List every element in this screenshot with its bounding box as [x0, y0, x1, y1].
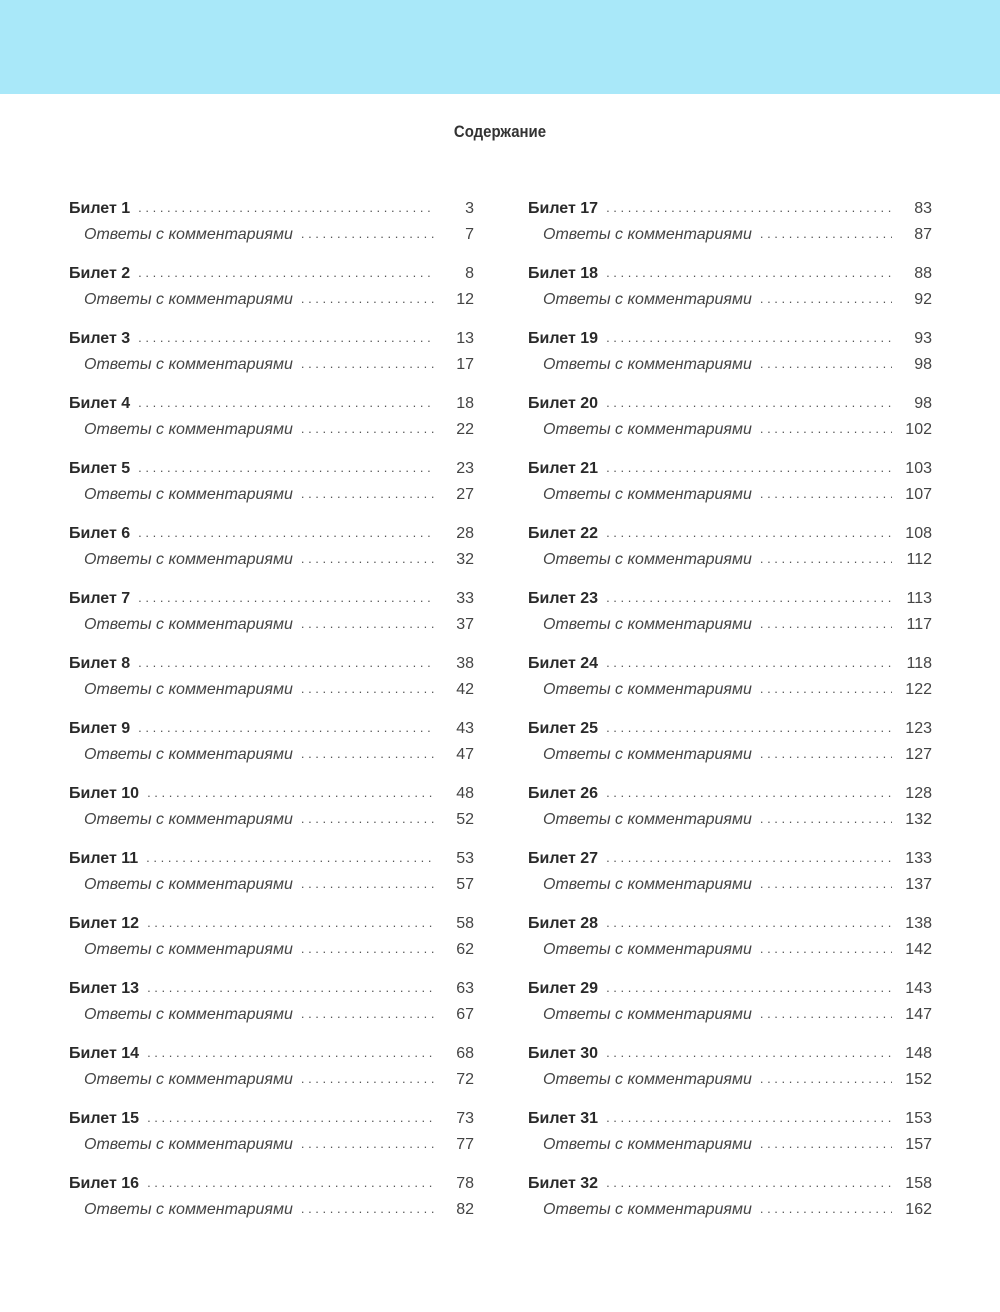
toc-ticket-row[interactable] [528, 590, 932, 616]
ticket-title: Билет 1 [69, 200, 131, 217]
ticket-title: Билет 17 [528, 200, 599, 217]
toc-answers-row[interactable] [69, 941, 474, 967]
toc-entry [528, 655, 932, 720]
ticket-title: Билет 12 [69, 915, 140, 932]
toc-ticket-row[interactable] [528, 1175, 932, 1201]
dot-leader [760, 616, 892, 631]
dot-leader [301, 616, 434, 631]
answers-title: Ответы с комментариями [543, 1070, 752, 1088]
ticket-title: Билет 14 [69, 1045, 140, 1062]
toc-ticket-row[interactable] [528, 395, 932, 421]
toc-entry [528, 395, 932, 460]
answers-title: Ответы с комментариями [543, 1135, 752, 1153]
dot-leader [606, 590, 892, 605]
dot-leader [760, 681, 892, 696]
toc-entry [528, 525, 932, 590]
ticket-page-number: 3 [465, 200, 474, 217]
toc-answers-row[interactable] [69, 1136, 474, 1162]
dot-leader [606, 1110, 892, 1125]
answers-title: Ответы с комментариями [84, 615, 293, 633]
dot-leader [138, 460, 434, 475]
answers-page-number: 17 [456, 355, 474, 373]
toc-column-left [69, 200, 474, 1240]
toc-ticket-row[interactable] [69, 460, 474, 486]
ticket-page-number: 128 [905, 785, 932, 802]
ticket-page-number: 123 [905, 720, 932, 737]
toc-entry [528, 200, 932, 265]
answers-page-number: 107 [905, 485, 932, 503]
toc-ticket-row[interactable] [69, 525, 474, 551]
toc-answers-row[interactable] [528, 811, 932, 837]
ticket-title: Билет 5 [69, 460, 131, 477]
ticket-title: Билет 7 [69, 590, 131, 607]
dot-leader [301, 1136, 434, 1151]
dot-leader [606, 200, 892, 215]
dot-leader [301, 941, 434, 956]
answers-title: Ответы с комментариями [84, 680, 293, 698]
toc-ticket-row[interactable] [528, 265, 932, 291]
ticket-page-number: 83 [914, 200, 932, 217]
ticket-title: Билет 19 [528, 330, 599, 347]
dot-leader [760, 1136, 892, 1151]
ticket-title: Билет 30 [528, 1045, 599, 1062]
toc-answers-row[interactable] [528, 1006, 932, 1032]
answers-title: Ответы с комментариями [84, 225, 293, 243]
dot-leader [301, 551, 434, 566]
ticket-page-number: 63 [456, 980, 474, 997]
toc-answers-row[interactable] [528, 551, 932, 577]
ticket-title: Билет 9 [69, 720, 131, 737]
page-title: Содержание [453, 122, 547, 141]
dot-leader [301, 226, 434, 241]
toc-answers-row[interactable] [528, 356, 932, 382]
dot-leader [760, 551, 892, 566]
answers-page-number: 7 [465, 225, 474, 243]
dot-leader [138, 720, 434, 735]
toc-entry [528, 1045, 932, 1110]
toc-ticket-row[interactable] [69, 200, 474, 226]
answers-page-number: 72 [456, 1070, 474, 1088]
toc-entry [528, 460, 932, 525]
ticket-title: Билет 21 [528, 460, 599, 477]
dot-leader [138, 590, 434, 605]
answers-page-number: 98 [914, 355, 932, 373]
dot-leader [301, 421, 434, 436]
dot-leader [606, 785, 892, 800]
header-band [0, 0, 1000, 94]
toc-answers-row[interactable] [528, 291, 932, 317]
toc-entry [528, 1175, 932, 1240]
toc-entry [528, 590, 932, 655]
toc-entry [69, 265, 474, 330]
toc-answers-row[interactable] [69, 876, 474, 902]
ticket-title: Билет 18 [528, 265, 599, 282]
toc-ticket-row[interactable] [528, 1110, 932, 1136]
ticket-page-number: 33 [456, 590, 474, 607]
ticket-title: Билет 22 [528, 525, 599, 542]
dot-leader [606, 265, 892, 280]
toc-ticket-row[interactable] [528, 850, 932, 876]
answers-page-number: 62 [456, 940, 474, 958]
answers-page-number: 102 [905, 420, 932, 438]
ticket-title: Билет 13 [69, 980, 140, 997]
toc-entry [69, 395, 474, 460]
toc-ticket-row[interactable] [69, 395, 474, 421]
ticket-page-number: 68 [456, 1045, 474, 1062]
dot-leader [301, 811, 434, 826]
toc-answers-row[interactable] [528, 681, 932, 707]
answers-title: Ответы с комментариями [84, 1200, 293, 1218]
dot-leader [147, 785, 434, 800]
dot-leader [301, 486, 434, 501]
ticket-page-number: 118 [906, 655, 932, 672]
dot-leader [760, 1071, 892, 1086]
dot-leader [606, 850, 892, 865]
toc-ticket-row[interactable] [528, 980, 932, 1006]
toc-answers-row[interactable] [69, 356, 474, 382]
answers-title: Ответы с комментариями [84, 875, 293, 893]
answers-title: Ответы с комментариями [543, 290, 752, 308]
dot-leader [301, 356, 434, 371]
ticket-page-number: 103 [905, 460, 932, 477]
dot-leader [606, 330, 892, 345]
ticket-page-number: 98 [914, 395, 932, 412]
toc-ticket-row[interactable] [528, 460, 932, 486]
ticket-page-number: 48 [456, 785, 474, 802]
ticket-page-number: 73 [456, 1110, 474, 1127]
answers-title: Ответы с комментариями [543, 1005, 752, 1023]
ticket-title: Билет 23 [528, 590, 599, 607]
answers-title: Ответы с комментариями [84, 420, 293, 438]
ticket-page-number: 158 [905, 1175, 932, 1192]
toc-answers-row[interactable] [528, 486, 932, 512]
ticket-title: Билет 3 [69, 330, 131, 347]
ticket-page-number: 18 [456, 395, 474, 412]
dot-leader [301, 1006, 434, 1021]
toc-answers-row[interactable] [528, 1136, 932, 1162]
ticket-title: Билет 32 [528, 1175, 599, 1192]
toc-answers-row[interactable] [69, 746, 474, 772]
dot-leader [606, 525, 892, 540]
ticket-title: Билет 28 [528, 915, 599, 932]
toc-answers-row[interactable] [528, 876, 932, 902]
answers-title: Ответы с комментариями [543, 485, 752, 503]
dot-leader [301, 1071, 434, 1086]
toc-ticket-row[interactable] [69, 980, 474, 1006]
dot-leader [146, 850, 434, 865]
dot-leader [147, 1045, 434, 1060]
ticket-title: Билет 31 [528, 1110, 599, 1127]
answers-title: Ответы с комментариями [543, 355, 752, 373]
answers-title: Ответы с комментариями [543, 680, 752, 698]
answers-title: Ответы с комментариями [84, 940, 293, 958]
dot-leader [301, 746, 434, 761]
ticket-title: Билет 2 [69, 265, 131, 282]
dot-leader [760, 876, 892, 891]
toc-entry [69, 330, 474, 395]
dot-leader [760, 811, 892, 826]
ticket-page-number: 58 [456, 915, 474, 932]
toc-ticket-row[interactable] [69, 330, 474, 356]
ticket-page-number: 138 [905, 915, 932, 932]
toc-answers-row[interactable] [69, 616, 474, 642]
answers-title: Ответы с комментариями [543, 615, 752, 633]
answers-page-number: 42 [456, 680, 474, 698]
dot-leader [147, 980, 434, 995]
answers-page-number: 82 [456, 1200, 474, 1218]
ticket-title: Билет 26 [528, 785, 599, 802]
toc-ticket-row[interactable] [528, 1045, 932, 1071]
answers-page-number: 12 [456, 290, 474, 308]
ticket-page-number: 13 [456, 330, 474, 347]
toc-answers-row[interactable] [528, 1071, 932, 1097]
ticket-page-number: 53 [456, 850, 474, 867]
toc-entry [528, 330, 932, 395]
toc-ticket-row[interactable] [69, 1175, 474, 1201]
answers-page-number: 27 [456, 485, 474, 503]
toc-ticket-row[interactable] [69, 655, 474, 681]
ticket-page-number: 8 [465, 265, 474, 282]
dot-leader [301, 1201, 434, 1216]
answers-page-number: 127 [905, 745, 932, 763]
toc-ticket-row[interactable] [528, 200, 932, 226]
ticket-page-number: 143 [905, 980, 932, 997]
toc-ticket-row[interactable] [69, 590, 474, 616]
toc-entry [528, 785, 932, 850]
dot-leader [606, 720, 892, 735]
answers-title: Ответы с комментариями [543, 940, 752, 958]
ticket-page-number: 43 [456, 720, 474, 737]
dot-leader [301, 291, 434, 306]
dot-leader [301, 876, 434, 891]
toc-ticket-row[interactable] [528, 655, 932, 681]
answers-page-number: 132 [905, 810, 932, 828]
answers-title: Ответы с комментариями [543, 550, 752, 568]
toc-ticket-row[interactable] [69, 1045, 474, 1071]
dot-leader [760, 941, 892, 956]
dot-leader [138, 525, 434, 540]
dot-leader [606, 655, 892, 670]
answers-title: Ответы с комментариями [84, 1005, 293, 1023]
toc-entry [69, 1175, 474, 1240]
ticket-title: Билет 29 [528, 980, 599, 997]
answers-page-number: 147 [905, 1005, 932, 1023]
toc-ticket-row[interactable] [528, 785, 932, 811]
dot-leader [147, 1175, 434, 1190]
toc-entry [69, 460, 474, 525]
toc-answers-row[interactable] [69, 291, 474, 317]
toc-entry [528, 915, 932, 980]
ticket-title: Билет 4 [69, 395, 131, 412]
answers-title: Ответы с комментариями [84, 290, 293, 308]
ticket-page-number: 108 [905, 525, 932, 542]
toc-ticket-row[interactable] [528, 525, 932, 551]
dot-leader [606, 980, 892, 995]
toc-entry [69, 590, 474, 655]
ticket-page-number: 93 [914, 330, 932, 347]
toc-ticket-row[interactable] [69, 720, 474, 746]
toc-answers-row[interactable] [69, 811, 474, 837]
dot-leader [147, 1110, 434, 1125]
answers-page-number: 32 [456, 550, 474, 568]
dot-leader [138, 265, 434, 280]
ticket-title: Билет 27 [528, 850, 599, 867]
toc-answers-row[interactable] [69, 1071, 474, 1097]
toc-answers-row[interactable] [528, 746, 932, 772]
answers-page-number: 122 [905, 680, 932, 698]
dot-leader [606, 1045, 892, 1060]
toc-ticket-row[interactable] [69, 265, 474, 291]
dot-leader [760, 421, 892, 436]
toc-entry [528, 720, 932, 785]
toc-answers-row[interactable] [69, 551, 474, 577]
toc-entry [69, 785, 474, 850]
toc-ticket-row[interactable] [69, 915, 474, 941]
toc-ticket-row[interactable] [69, 785, 474, 811]
toc-answers-row[interactable] [69, 226, 474, 252]
answers-page-number: 137 [905, 875, 932, 893]
answers-page-number: 67 [456, 1005, 474, 1023]
toc-ticket-row[interactable] [528, 720, 932, 746]
ticket-page-number: 88 [914, 265, 932, 282]
dot-leader [606, 1175, 892, 1190]
ticket-page-number: 113 [906, 590, 932, 607]
answers-page-number: 142 [905, 940, 932, 958]
dot-leader [138, 330, 434, 345]
toc-answers-row[interactable] [69, 1006, 474, 1032]
toc-answers-row[interactable] [69, 1201, 474, 1227]
toc-ticket-row[interactable] [528, 915, 932, 941]
answers-title: Ответы с комментариями [543, 420, 752, 438]
dot-leader [606, 915, 892, 930]
answers-page-number: 92 [914, 290, 932, 308]
toc-ticket-row[interactable] [69, 1110, 474, 1136]
answers-page-number: 37 [456, 615, 474, 633]
answers-title: Ответы с комментариями [543, 810, 752, 828]
ticket-page-number: 133 [905, 850, 932, 867]
ticket-title: Билет 10 [69, 785, 140, 802]
answers-title: Ответы с комментариями [84, 1070, 293, 1088]
toc-entry [69, 1045, 474, 1110]
ticket-title: Билет 25 [528, 720, 599, 737]
answers-page-number: 117 [906, 615, 932, 633]
ticket-title: Билет 8 [69, 655, 131, 672]
answers-title: Ответы с комментариями [84, 550, 293, 568]
dot-leader [760, 1201, 892, 1216]
answers-page-number: 22 [456, 420, 474, 438]
toc-entry [69, 1110, 474, 1175]
answers-title: Ответы с комментариями [543, 225, 752, 243]
answers-title: Ответы с комментариями [84, 810, 293, 828]
ticket-title: Билет 6 [69, 525, 131, 542]
dot-leader [138, 655, 434, 670]
dot-leader [147, 915, 434, 930]
dot-leader [760, 291, 892, 306]
answers-page-number: 52 [456, 810, 474, 828]
ticket-page-number: 153 [905, 1110, 932, 1127]
ticket-title: Билет 24 [528, 655, 599, 672]
dot-leader [301, 681, 434, 696]
answers-title: Ответы с комментариями [543, 875, 752, 893]
answers-page-number: 152 [905, 1070, 932, 1088]
toc-entry [69, 720, 474, 785]
toc-answers-row[interactable] [528, 616, 932, 642]
toc-answers-row[interactable] [69, 486, 474, 512]
toc-entry [69, 655, 474, 720]
answers-page-number: 87 [914, 225, 932, 243]
answers-title: Ответы с комментариями [84, 1135, 293, 1153]
answers-page-number: 57 [456, 875, 474, 893]
ticket-page-number: 28 [456, 525, 474, 542]
ticket-title: Билет 20 [528, 395, 599, 412]
toc-answers-row[interactable] [528, 941, 932, 967]
toc-answers-row[interactable] [69, 421, 474, 447]
toc-entry [69, 850, 474, 915]
toc-ticket-row[interactable] [528, 330, 932, 356]
ticket-title: Билет 16 [69, 1175, 140, 1192]
toc-entry [69, 980, 474, 1045]
toc-entry [69, 200, 474, 265]
toc-column-right [528, 200, 932, 1240]
dot-leader [760, 226, 892, 241]
ticket-page-number: 38 [456, 655, 474, 672]
toc-entry [69, 525, 474, 590]
answers-page-number: 47 [456, 745, 474, 763]
dot-leader [760, 486, 892, 501]
ticket-title: Билет 15 [69, 1110, 140, 1127]
toc-answers-row[interactable] [528, 421, 932, 447]
answers-title: Ответы с комментариями [543, 1200, 752, 1218]
toc-entry [528, 980, 932, 1045]
dot-leader [138, 395, 434, 410]
toc-entry [528, 850, 932, 915]
toc-entry [528, 265, 932, 330]
answers-page-number: 112 [906, 550, 932, 568]
dot-leader [138, 200, 434, 215]
dot-leader [606, 460, 892, 475]
toc-answers-row[interactable] [528, 1201, 932, 1227]
toc-entry [69, 915, 474, 980]
answers-page-number: 157 [905, 1135, 932, 1153]
answers-title: Ответы с комментариями [84, 355, 293, 373]
ticket-page-number: 78 [456, 1175, 474, 1192]
ticket-page-number: 148 [905, 1045, 932, 1062]
answers-page-number: 162 [905, 1200, 932, 1218]
answers-title: Ответы с комментариями [543, 745, 752, 763]
ticket-page-number: 23 [456, 460, 474, 477]
dot-leader [760, 746, 892, 761]
toc-answers-row[interactable] [69, 681, 474, 707]
dot-leader [760, 356, 892, 371]
ticket-title: Билет 11 [69, 850, 139, 867]
toc-entry [528, 1110, 932, 1175]
answers-title: Ответы с комментариями [84, 485, 293, 503]
toc-answers-row[interactable] [528, 226, 932, 252]
toc-ticket-row[interactable] [69, 850, 474, 876]
answers-title: Ответы с комментариями [84, 745, 293, 763]
dot-leader [760, 1006, 892, 1021]
dot-leader [606, 395, 892, 410]
answers-page-number: 77 [456, 1135, 474, 1153]
